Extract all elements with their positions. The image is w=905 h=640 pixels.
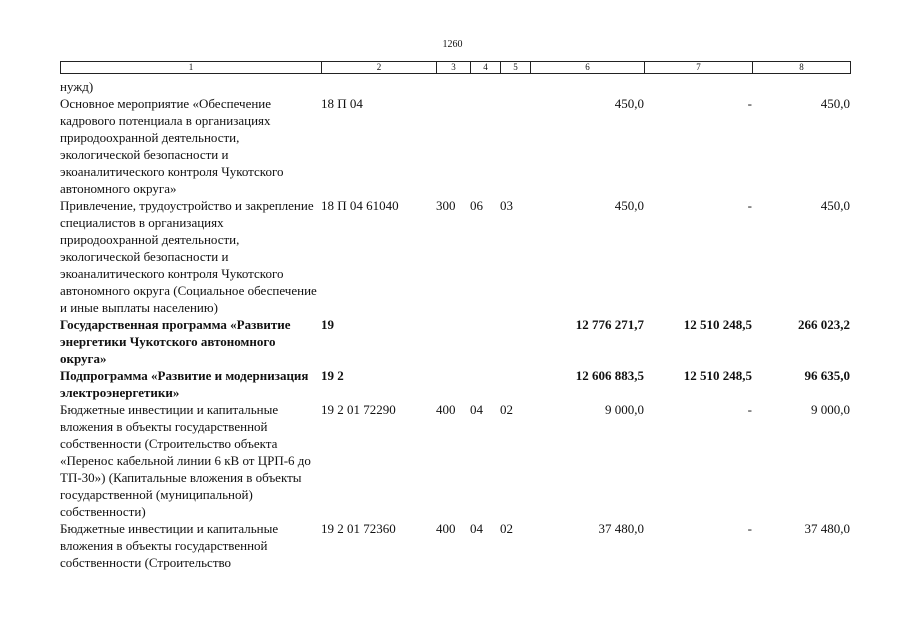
- row-value-6: 12 606 883,5: [575, 368, 644, 383]
- row-value-7: -: [747, 402, 752, 417]
- row-value-6: 9 000,0: [605, 402, 644, 417]
- table-row: [60, 78, 850, 95]
- row-col-3: [436, 367, 470, 401]
- row-code: 19 2: [321, 368, 344, 383]
- header-col-8: 8: [753, 62, 851, 74]
- row-col-4: [470, 95, 500, 197]
- row-value-8: 450,0: [820, 198, 850, 213]
- row-col-5: 02: [500, 521, 513, 536]
- table-row: [60, 95, 850, 197]
- row-name: Привлечение, трудоустройство и закрепление специалистов в организациях природоохранной деятельности, экологической безопасности и экоаналитического контроля Чукотского автономного округа (Социальное обеспечение и иные выплаты населению): [60, 198, 317, 315]
- row-value-8: 266 023,2: [798, 317, 850, 332]
- table-row: [60, 367, 850, 401]
- row-col-5: [500, 367, 530, 401]
- row-value-8: 96 635,0: [804, 368, 850, 383]
- row-name: нужд): [60, 79, 94, 94]
- row-col-3: [436, 316, 470, 367]
- row-code: 19: [321, 317, 334, 332]
- row-col-5: 03: [500, 198, 513, 213]
- row-col-4: 04: [470, 521, 483, 536]
- row-col-3: [436, 78, 470, 95]
- row-code: 19 2 01 72290: [321, 402, 396, 417]
- row-value-8: [752, 78, 850, 95]
- row-code: [321, 78, 436, 95]
- table-row: [60, 197, 850, 316]
- row-col-3: 300: [436, 198, 456, 213]
- row-value-6: 37 480,0: [598, 521, 644, 536]
- row-code: 19 2 01 72360: [321, 521, 396, 536]
- row-col-5: [500, 95, 530, 197]
- row-name: Подпрограмма «Развитие и модернизация электроэнергетики»: [60, 368, 309, 400]
- row-col-4: [470, 78, 500, 95]
- row-col-3: 400: [436, 402, 456, 417]
- row-value-6: 450,0: [614, 198, 644, 213]
- header-col-2: 2: [322, 62, 437, 74]
- header-col-7: 7: [645, 62, 753, 74]
- budget-table: [60, 78, 850, 571]
- row-value-8: 9 000,0: [811, 402, 850, 417]
- row-value-8: 37 480,0: [804, 521, 850, 536]
- row-col-4: [470, 367, 500, 401]
- row-code: 18 П 04 61040: [321, 198, 399, 213]
- row-col-3: [436, 95, 470, 197]
- row-value-7: -: [747, 198, 752, 213]
- row-value-7: 12 510 248,5: [683, 368, 752, 383]
- header-col-4: 4: [471, 62, 501, 74]
- row-col-5: [500, 78, 530, 95]
- row-col-4: 06: [470, 198, 483, 213]
- row-col-3: 400: [436, 521, 456, 536]
- row-value-7: [644, 78, 752, 95]
- row-value-7: -: [747, 521, 752, 536]
- header-col-1: 1: [61, 62, 322, 74]
- row-name: Бюджетные инвестиции и капитальные вложения в объекты государственной собственности (Строительство объекта «Перенос кабельной линии 6 кВ от ЦРП-6 до ТП-30») (Капитальные вложения в объекты государственной (муниципальной) собственности): [60, 402, 311, 519]
- header-col-3: 3: [437, 62, 471, 74]
- row-name: Государственная программа «Развитие энергетики Чукотского автономного округа»: [60, 317, 291, 366]
- table-row: [60, 401, 850, 520]
- row-value-6: 12 776 271,7: [575, 317, 644, 332]
- row-value-6: [530, 78, 644, 95]
- column-number-header: [60, 61, 851, 74]
- row-value-7: -: [747, 96, 752, 111]
- page-number: 1260: [442, 39, 463, 50]
- header-col-6: 6: [531, 62, 645, 74]
- table-row: [60, 520, 850, 571]
- row-value-8: 450,0: [820, 96, 850, 111]
- row-col-5: [500, 316, 530, 367]
- row-col-4: [470, 316, 500, 367]
- row-value-7: 12 510 248,5: [683, 317, 752, 332]
- header-col-5: 5: [501, 62, 531, 74]
- row-code: 18 П 04: [321, 96, 363, 111]
- row-value-6: 450,0: [614, 96, 644, 111]
- row-col-4: 04: [470, 402, 483, 417]
- row-name: Бюджетные инвестиции и капитальные вложения в объекты государственной собственности (Строительство: [60, 521, 279, 570]
- row-col-5: 02: [500, 402, 513, 417]
- row-name: Основное мероприятие «Обеспечение кадрового потенциала в организациях природоохранной деятельности, экологической безопасности и экоаналитического контроля Чукотского автономного округа»: [60, 96, 284, 196]
- table-row: [60, 316, 850, 367]
